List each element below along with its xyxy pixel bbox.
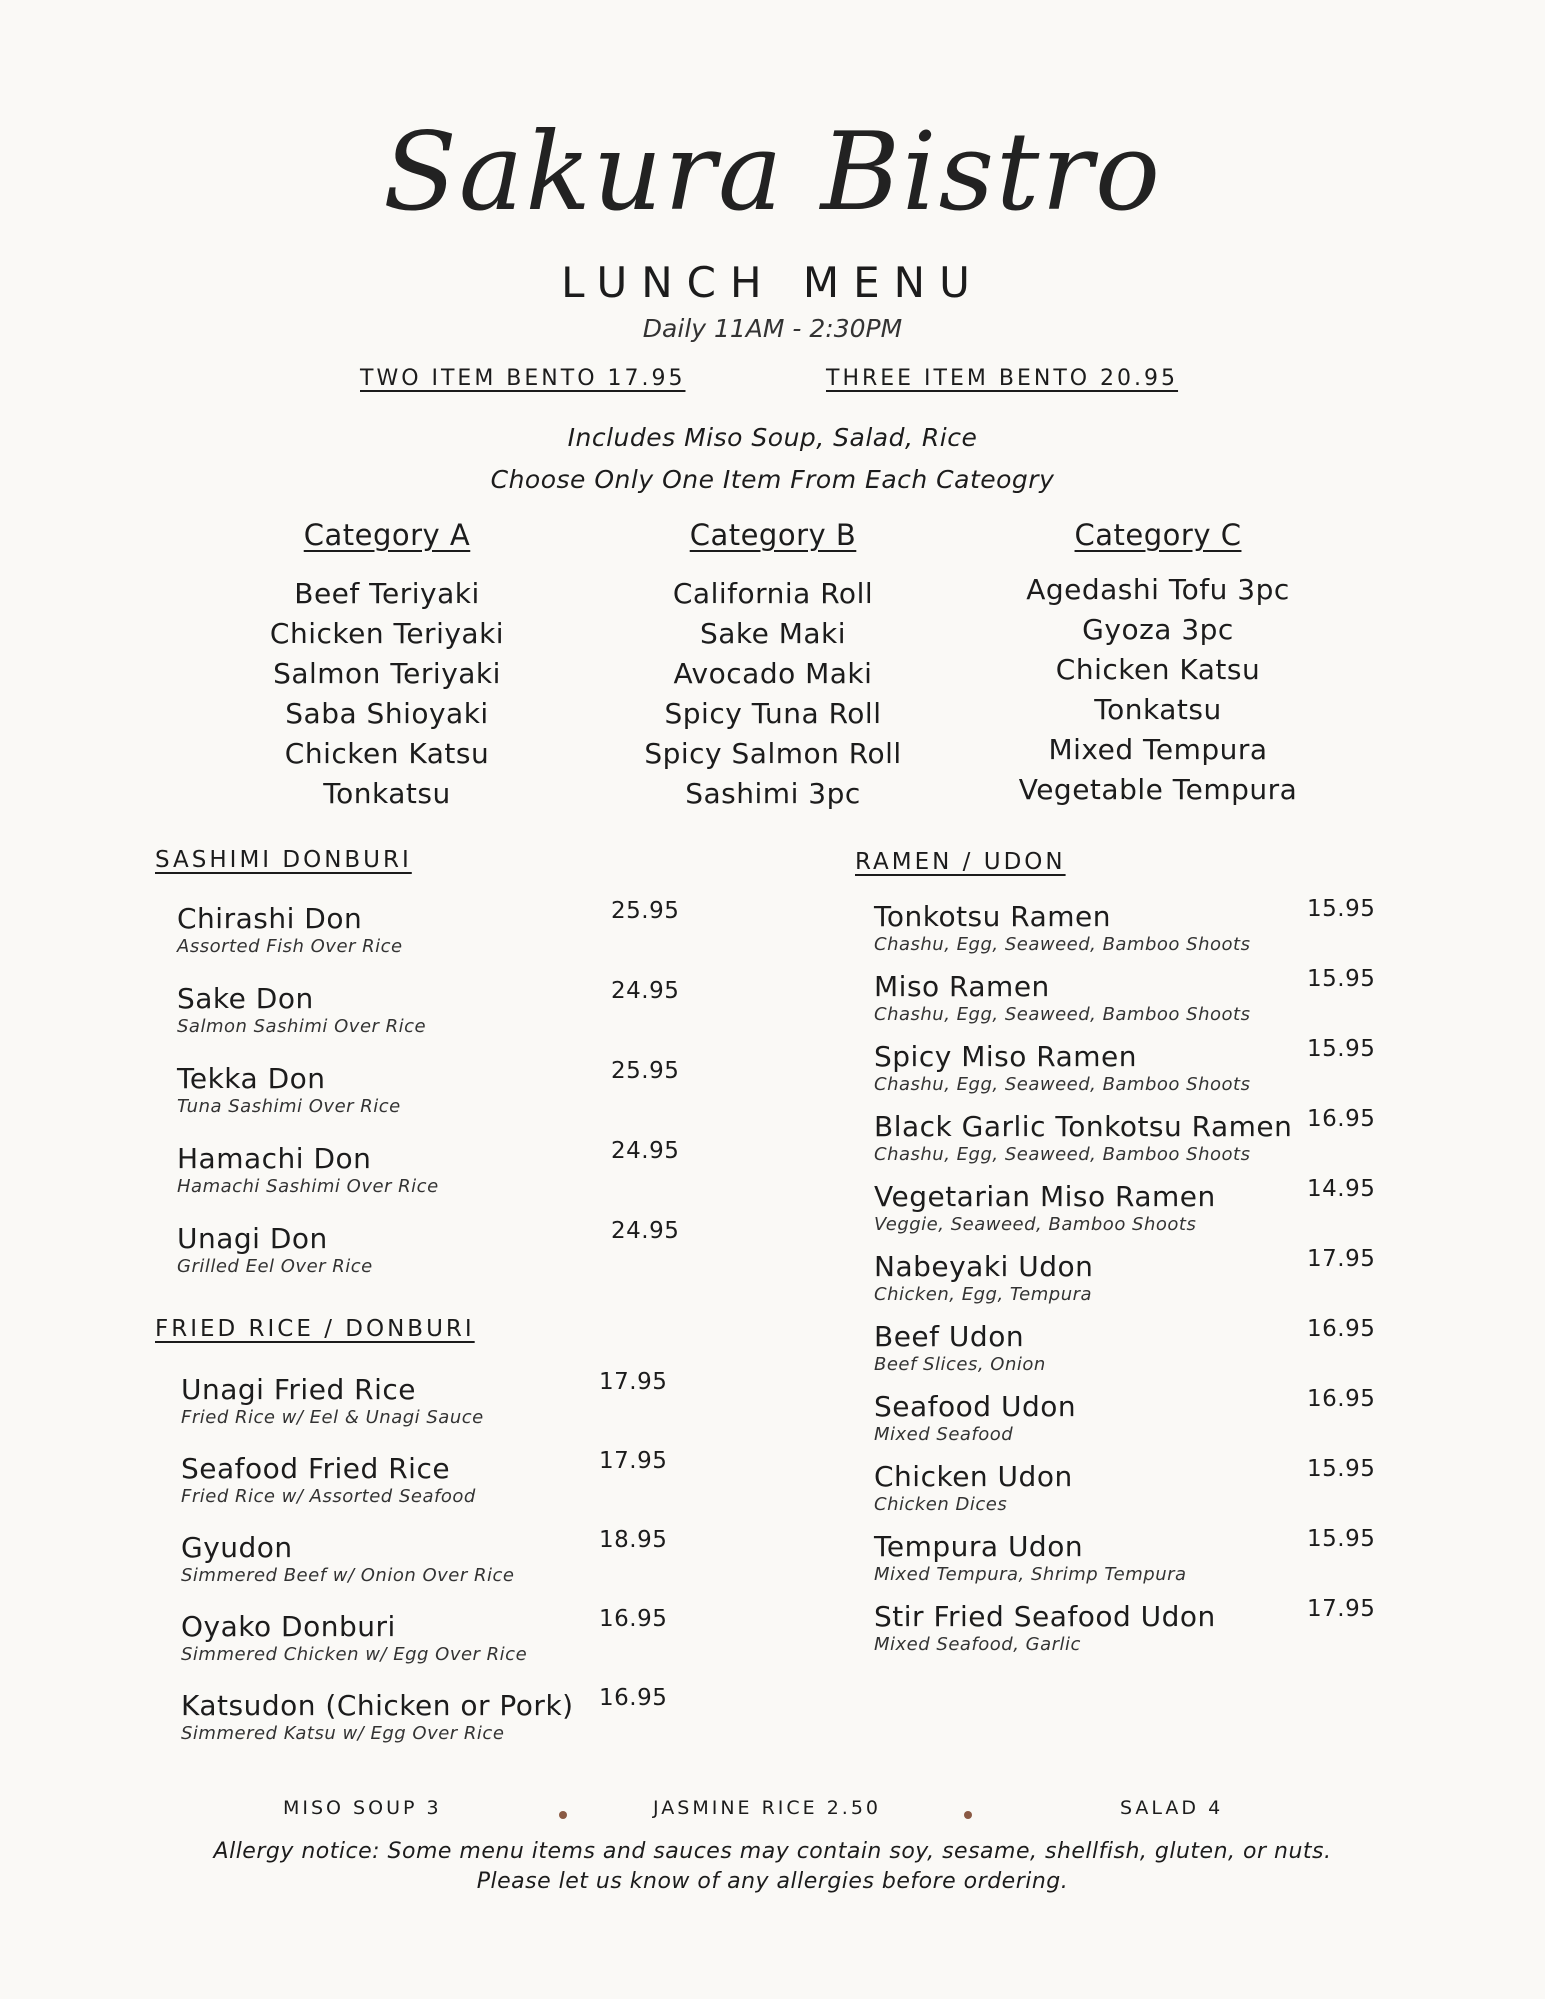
category-c-item: Gyoza 3pc (1082, 613, 1234, 646)
category-b-item: Sake Maki (699, 617, 847, 650)
dish-name: Tekka Don (177, 1062, 326, 1095)
dish-description: Chicken, Egg, Tempura (874, 1284, 1093, 1305)
category-a-item: Tonkatsu (323, 777, 451, 810)
dish-description: Mixed Seafood, Garlic (874, 1634, 1081, 1655)
dish-name: Oyako Donburi (181, 1610, 396, 1643)
side-miso-soup: MISO SOUP 3 (283, 1797, 442, 1819)
dish-price: 16.95 (599, 1606, 668, 1632)
dish-name: Katsudon (Chicken or Pork) (181, 1689, 574, 1722)
menu-item (181, 1606, 741, 1689)
dish-name: Seafood Udon (874, 1390, 1077, 1423)
dish-price: 15.95 (1307, 966, 1376, 992)
category-c-item: Agedashi Tofu 3pc (1026, 573, 1290, 606)
dish-description: Assorted Fish Over Rice (177, 936, 403, 957)
menu-item (177, 1218, 737, 1302)
dish-price: 18.95 (599, 1527, 668, 1553)
dish-description: Simmered Katsu w/ Egg Over Rice (181, 1723, 505, 1744)
menu-item (874, 966, 1394, 1040)
dish-description: Chicken Dices (874, 1494, 1008, 1515)
three-item-bento: THREE ITEM BENTO 20.95 (826, 366, 1179, 391)
dish-name: Tempura Udon (874, 1530, 1084, 1563)
two-item-bento: TWO ITEM BENTO 17.95 (360, 366, 686, 391)
menu-item (181, 1448, 741, 1531)
category-c (958, 518, 1358, 810)
dish-name: Stir Fried Seafood Udon (874, 1600, 1216, 1633)
category-a (187, 518, 587, 814)
menu-item (181, 1527, 741, 1610)
menu-item (181, 1685, 741, 1768)
menu-title: LUNCH MENU (561, 258, 984, 307)
category-a-item: Chicken Katsu (284, 737, 490, 770)
category-a-item: Salmon Teriyaki (273, 657, 501, 690)
category-a-item: Saba Shioyaki (285, 697, 489, 730)
menu-item (181, 1369, 741, 1452)
menu-item (874, 1526, 1394, 1600)
category-a-item: Beef Teriyaki (294, 577, 480, 610)
dish-price: 15.95 (1307, 896, 1376, 922)
menu-item (874, 1316, 1394, 1390)
dish-name: Spicy Miso Ramen (874, 1040, 1137, 1073)
side-salad: SALAD 4 (1120, 1797, 1224, 1819)
side-jasmine-rice: JASMINE RICE 2.50 (653, 1797, 882, 1819)
dish-name: Black Garlic Tonkotsu Ramen (874, 1110, 1293, 1143)
dish-description: Simmered Beef w/ Onion Over Rice (181, 1565, 515, 1586)
dish-name: Beef Udon (874, 1320, 1025, 1353)
dish-description: Chashu, Egg, Seaweed, Bamboo Shoots (874, 1074, 1251, 1095)
category-c-item: Chicken Katsu (1055, 653, 1261, 686)
menu-item (874, 1176, 1394, 1250)
dish-description: Mixed Seafood (874, 1424, 1014, 1445)
dish-name: Seafood Fried Rice (181, 1452, 451, 1485)
dish-name: Vegetarian Miso Ramen (874, 1180, 1216, 1213)
dish-description: Fried Rice w/ Eel & Unagi Sauce (181, 1407, 484, 1428)
dish-price: 16.95 (1307, 1386, 1376, 1412)
sashimi-donburi-list (177, 898, 737, 1302)
dish-name: Tonkotsu Ramen (874, 900, 1112, 933)
category-b-item: Spicy Salmon Roll (644, 737, 902, 770)
menu-item (177, 978, 737, 1062)
dish-price: 17.95 (1307, 1246, 1376, 1272)
dish-price: 15.95 (1307, 1456, 1376, 1482)
dish-description: Grilled Eel Over Rice (177, 1256, 373, 1277)
hours: Daily 11AM - 2:30PM (642, 314, 903, 343)
dish-description: Hamachi Sashimi Over Rice (177, 1176, 439, 1197)
category-a-item: Chicken Teriyaki (269, 617, 505, 650)
menu-item (874, 1596, 1394, 1670)
restaurant-logo: Sakura Bistro (382, 110, 1163, 235)
dish-price: 25.95 (611, 898, 680, 924)
dish-price: 14.95 (1307, 1176, 1376, 1202)
menu-item (177, 1138, 737, 1222)
dish-name: Sake Don (177, 982, 314, 1015)
category-b-item: California Roll (672, 577, 874, 610)
dish-price: 17.95 (599, 1448, 668, 1474)
bento-instruction: Choose Only One Item From Each Cateogry (490, 465, 1055, 494)
dish-description: Salmon Sashimi Over Rice (177, 1016, 427, 1037)
dish-price: 17.95 (599, 1369, 668, 1395)
dish-price: 16.95 (1307, 1316, 1376, 1342)
category-c-item: Tonkatsu (1094, 693, 1222, 726)
dish-description: Chashu, Egg, Seaweed, Bamboo Shoots (874, 934, 1251, 955)
menu-item (874, 1386, 1394, 1460)
dish-description: Veggie, Seaweed, Bamboo Shoots (874, 1214, 1197, 1235)
category-c-title: Category C (1074, 518, 1242, 552)
category-b-item: Avocado Maki (673, 657, 873, 690)
bento-includes: Includes Miso Soup, Salad, Rice (567, 423, 978, 452)
dish-name: Hamachi Don (177, 1142, 372, 1175)
dish-price: 17.95 (1307, 1596, 1376, 1622)
dish-price: 16.95 (599, 1685, 668, 1711)
dish-name: Unagi Fried Rice (181, 1373, 416, 1406)
dish-description: Chashu, Egg, Seaweed, Bamboo Shoots (874, 1004, 1251, 1025)
dish-description: Beef Slices, Onion (874, 1354, 1046, 1375)
fried-rice-donburi-list (181, 1369, 741, 1768)
dish-price: 15.95 (1307, 1526, 1376, 1552)
category-b-item: Spicy Tuna Roll (664, 697, 882, 730)
dish-name: Nabeyaki Udon (874, 1250, 1094, 1283)
dish-price: 24.95 (611, 1138, 680, 1164)
category-c-item: Mixed Tempura (1048, 733, 1268, 766)
dish-description: Mixed Tempura, Shrimp Tempura (874, 1564, 1187, 1585)
dish-name: Chicken Udon (874, 1460, 1073, 1493)
section-title-sashimi-donburi: SASHIMI DONBURI (155, 847, 412, 873)
category-a-title: Category A (303, 518, 471, 552)
sides-row (0, 1797, 1545, 1827)
dish-price: 16.95 (1307, 1106, 1376, 1132)
dish-description: Simmered Chicken w/ Egg Over Rice (181, 1644, 528, 1665)
dish-name: Miso Ramen (874, 970, 1050, 1003)
dish-price: 25.95 (611, 1058, 680, 1084)
dish-name: Chirashi Don (177, 902, 363, 935)
menu-item (177, 1058, 737, 1142)
dish-price: 15.95 (1307, 1036, 1376, 1062)
menu-item (874, 896, 1394, 970)
bullet-dot (559, 1811, 567, 1819)
section-title-fried-rice-donburi: FRIED RICE / DONBURI (155, 1316, 475, 1342)
category-b-item: Sashimi 3pc (685, 777, 861, 810)
dish-name: Gyudon (181, 1531, 293, 1564)
menu-item (874, 1246, 1394, 1320)
category-c-item: Vegetable Tempura (1018, 773, 1298, 806)
section-title-ramen-udon: RAMEN / UDON (855, 849, 1066, 875)
menu-item (874, 1106, 1394, 1180)
ramen-udon-list (874, 896, 1394, 1670)
allergy-notice: Allergy notice: Some menu items and sauces may contain soy, sesame, shellfish, gluten, or nuts. Please let us know of any allergies before ordering. (213, 1839, 1332, 1894)
dish-description: Fried Rice w/ Assorted Seafood (181, 1486, 476, 1507)
menu-item (874, 1456, 1394, 1530)
menu-item (874, 1036, 1394, 1110)
bullet-dot (964, 1811, 972, 1819)
dish-price: 24.95 (611, 1218, 680, 1244)
menu-item (177, 898, 737, 982)
dish-description: Tuna Sashimi Over Rice (177, 1096, 401, 1117)
dish-description: Chashu, Egg, Seaweed, Bamboo Shoots (874, 1144, 1251, 1165)
category-b-title: Category B (689, 518, 857, 552)
category-b (573, 518, 973, 814)
dish-price: 24.95 (611, 978, 680, 1004)
dish-name: Unagi Don (177, 1222, 328, 1255)
